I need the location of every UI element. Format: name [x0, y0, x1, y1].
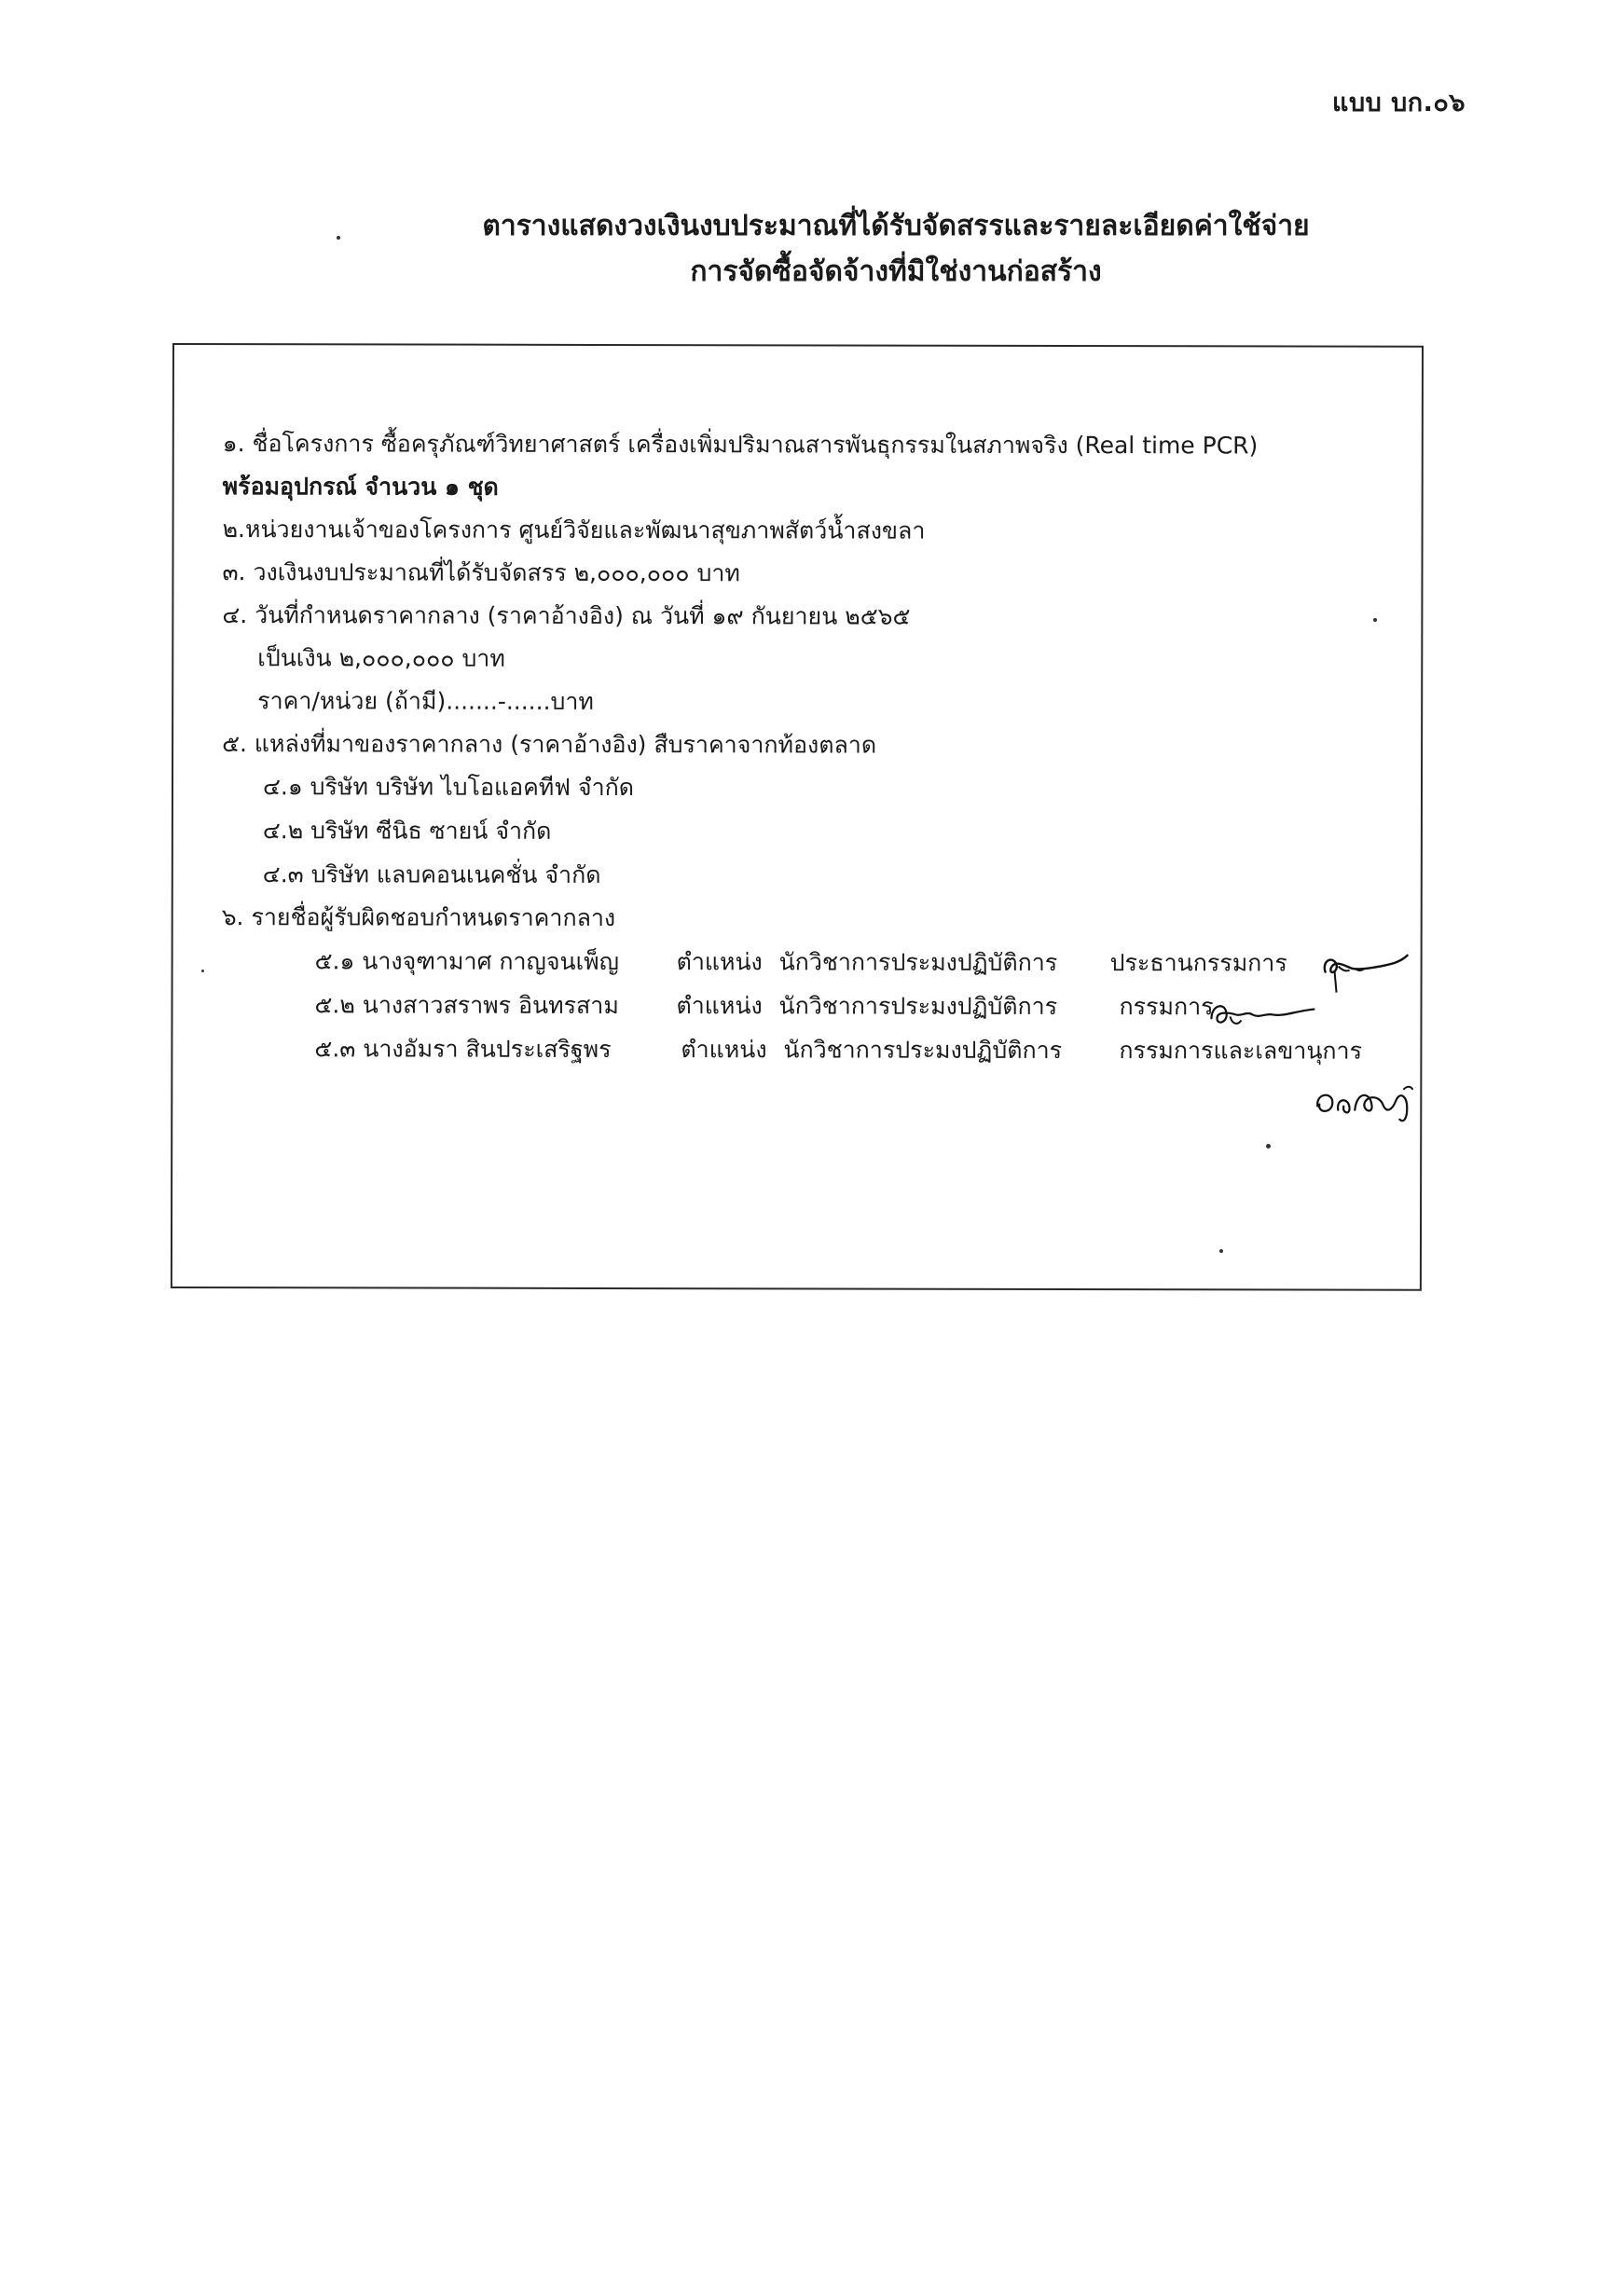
signature-chair	[1318, 944, 1411, 1000]
committee-role: กรรมการและเลขานุการ	[1119, 1037, 1363, 1065]
scan-speck	[1373, 618, 1377, 622]
unit-price-line: ราคา/หน่วย (ถ้ามี).......-......บาท	[257, 687, 594, 715]
document-title: ตารางแสดงวงเงินงบประมาณที่ได้รับจัดสรรและรายละเอียดค่าใช้จ่าย	[482, 210, 1310, 242]
position-label: ตำแหน่ง	[676, 948, 763, 976]
member-name: ๕.๑ นางจุฑามาศ กาญจนเพ็ญ	[314, 947, 619, 976]
reference-date-line: ๔. วันที่กำหนดราคากลาง (ราคาอ้างอิง) ณ วันที่ ๑๙ กันยายน ๒๕๖๕	[222, 601, 911, 630]
source-item: ๔.๒ บริษัท ซีนิธ ซายน์ จำกัด	[262, 817, 552, 845]
signature-member	[1205, 994, 1317, 1037]
position-label: ตำแหน่ง	[676, 992, 763, 1020]
committee-heading: ๖. รายชื่อผู้รับผิดชอบกำหนดราคากลาง	[221, 903, 616, 931]
member-name: ๕.๒ นางสาวสราพร อินทรสาม	[314, 991, 619, 1020]
project-name-line: ๑. ชื่อโครงการ ซื้อครุภัณฑ์วิทยาศาสตร์ เครื่องเพิ่มปริมาณสารพันธุกรรมในสภาพจริง (Real time PCR)	[222, 430, 1259, 460]
source-item: ๔.๓ บริษัท แลบคอนเนคชั่น จำกัด	[262, 860, 601, 888]
owner-unit-line: ๒.หน่วยงานเจ้าของโครงการ ศูนย์วิจัยและพัฒนาสุขภาพสัตว์น้ำสงขลา	[222, 516, 926, 544]
form-code: แบบ บก.๐๖	[1332, 89, 1466, 117]
sources-heading: ๕. แหล่งที่มาของราคากลาง (ราคาอ้างอิง) สืบราคาจากท้องตลาด	[222, 730, 877, 759]
member-name: ๕.๓ นางอัมรา สินประเสริฐพร	[314, 1035, 612, 1063]
position-title: นักวิชาการประมงปฏิบัติการ	[783, 1036, 1063, 1064]
position-label: ตำแหน่ง	[681, 1036, 767, 1064]
scan-speck	[201, 970, 204, 972]
scan-speck	[1266, 1144, 1271, 1149]
scan-speck	[1219, 1249, 1223, 1253]
source-item: ๔.๑ บริษัท บริษัท ไบโอแอคทีฟ จำกัด	[262, 773, 635, 802]
project-name-continuation: พร้อมอุปกรณ์ จำนวน ๑ ชุด	[222, 473, 499, 501]
reference-amount-line: เป็นเงิน ๒,๐๐๐,๐๐๐ บาท	[257, 644, 505, 672]
committee-row	[172, 1032, 1420, 1068]
document-subtitle: การจัดซื้อจัดจ้างที่มิใช่งานก่อสร้าง	[690, 255, 1102, 288]
signature-secretary	[1310, 1082, 1440, 1129]
committee-row	[173, 944, 1421, 981]
position-title: นักวิชาการประมงปฏิบัติการ	[778, 948, 1058, 976]
budget-line: ๓. วงเงินงบประมาณที่ได้รับจัดสรร ๒,๐๐๐,๐๐๐ บาท	[222, 558, 740, 587]
scan-speck	[337, 236, 340, 240]
committee-role: กรรมการ	[1119, 993, 1214, 1021]
committee-role: ประธานกรรมการ	[1109, 949, 1287, 977]
budget-detail-box	[171, 343, 1424, 1291]
position-title: นักวิชาการประมงปฏิบัติการ	[778, 992, 1058, 1020]
